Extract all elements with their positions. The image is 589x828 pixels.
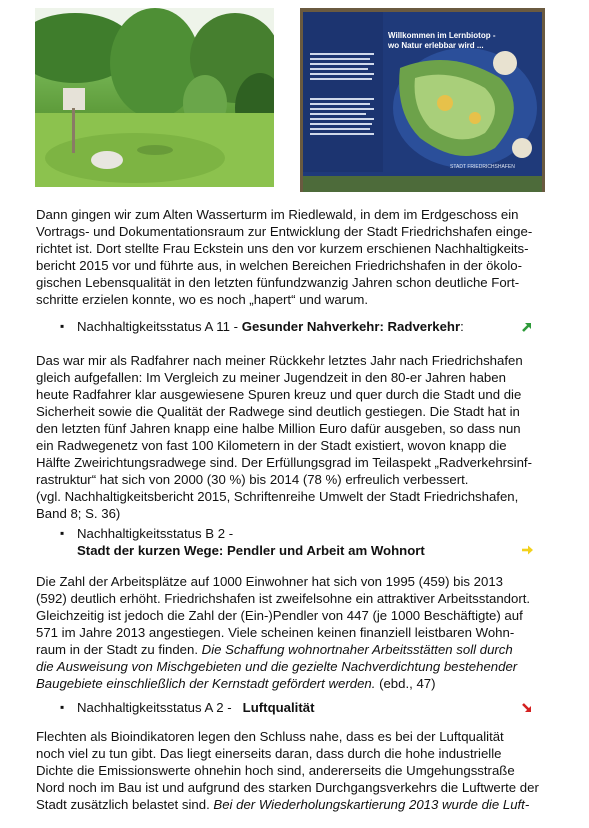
text-line: schritte erzielen konnte, wo es noch „hapert“ und warum. xyxy=(36,292,369,307)
status-prefix: Nachhaltigkeitsstatus B 2 - xyxy=(77,526,234,541)
text-line: Hälfte Zweirichtungsradwege sind. Der Erfüllungsgrad im Teilaspekt „Radverkehrsinf- xyxy=(36,455,532,470)
text-line: gleich aufgefallen: Im Vergleich zu meiner Jugendzeit in den 80-er Jahren haben xyxy=(36,370,506,385)
status-label xyxy=(77,699,314,716)
trend-up-arrow-icon xyxy=(520,320,534,334)
info-sign-photo xyxy=(300,8,545,192)
text-line: Band 8; S. 36) xyxy=(36,506,121,521)
text-line: Dichte die Emissionswerte ohnehin hoch sind, andererseits die Umgehungsstraße xyxy=(36,763,515,778)
garden-photo xyxy=(35,8,274,187)
status-prefix: Nachhaltigkeitsstatus A 11 - xyxy=(77,319,242,334)
status-title: Stadt der kurzen Wege: Pendler und Arbeit am Wohnort xyxy=(77,543,425,558)
text-line: den letzten fünf Jahren knapp eine halbe Million Euro dafür ausgeben, so dass nun xyxy=(36,421,521,436)
sign-title-line-1: Willkommen im Lernbiotop - xyxy=(388,31,496,40)
text-line: bericht 2015 vor und führte aus, in welchen Bereichen Friedrichshafen in der ökolo- xyxy=(36,258,523,273)
info-sign-illustration xyxy=(300,8,545,192)
text-line: Vortrags- und Dokumentationsraum zur Entwicklung der Stadt Friedrichshafen einge- xyxy=(36,224,533,239)
text-line: Nord noch im Bau ist und aufgrund des starken Durchgangsverkehrs die Luftwerte der xyxy=(36,780,539,795)
text-line: Die Zahl der Arbeitsplätze auf 1000 Einwohner hat sich von 1995 (459) bis 2013 xyxy=(36,574,503,589)
paragraph-intro xyxy=(36,206,556,308)
text-line xyxy=(36,675,556,692)
text-italic: Bei der Wiederholungskartierung 2013 wurde die Luft- xyxy=(213,797,530,812)
status-label xyxy=(77,318,464,335)
text-line: ein Radwegenetz von fast 100 Kilometern in der Stadt existiert, wovon knapp die xyxy=(36,438,507,453)
text-line: (vgl. Nachhaltigkeitsbericht 2015, Schriftenreihe Umwelt der Stadt Friedrichshafen, xyxy=(36,489,519,504)
text-line: die Ausweisung von Mischgebieten und die gezielte Nachverdichtung bestehender xyxy=(36,659,518,674)
text-line: Gleichzeitig ist jedoch die Zahl der (Ein-)Pendler von 447 (je 1000 Beschäftigte) auf xyxy=(36,608,523,623)
trend-down-arrow-icon xyxy=(520,701,534,715)
status-title: Luftqualität xyxy=(242,700,315,715)
text-plain: Stadt zusätzlich belastet sind. xyxy=(36,797,214,812)
status-prefix: Nachhaltigkeitsstatus A 2 - xyxy=(77,700,243,715)
bullet-point: ▪ xyxy=(60,319,65,333)
status-title: Gesunder Nahverkehr: Radverkehr xyxy=(241,319,461,334)
text-italic: Die Schaffung wohnortnaher Arbeitsstätten soll durch xyxy=(201,642,513,657)
paragraph-pendler xyxy=(36,573,556,692)
paragraph-radverkehr xyxy=(36,352,556,522)
text-line: Das war mir als Radfahrer nach meiner Rückkehr letztes Jahr nach Friedrichshafen xyxy=(36,353,523,368)
sign-footer: STADT FRIEDRICHSHAFEN xyxy=(450,164,515,170)
text-line: heute Radfahrer klar ausgewiesene Spuren kreuz und quer durch die Stadt und die xyxy=(36,387,522,402)
garden-photo-illustration xyxy=(35,8,274,187)
text-line: 571 im Jahre 2013 angestiegen. Viele scheinen keinen finanziell leistbaren Wohn- xyxy=(36,625,515,640)
status-suffix: : xyxy=(460,319,464,334)
trend-right-arrow-icon xyxy=(520,543,534,557)
text-italic: Baugebiete einschließlich der Kernstadt gefördert werden. xyxy=(36,676,376,691)
text-plain: (ebd., 47) xyxy=(375,676,436,691)
text-line: noch viel zu tun gibt. Das liegt einerseits daran, dass durch die hohe industrielle xyxy=(36,746,502,761)
paragraph-luftqualitaet xyxy=(36,728,556,813)
bullet-point: ▪ xyxy=(60,526,65,540)
bullet-point: ▪ xyxy=(60,700,65,714)
text-line: rastruktur“ hat sich von 2000 (30 %) bis 2014 (78 %) erfreulich verbessert. xyxy=(36,472,469,487)
text-line: richtet ist. Dort stellte Frau Eckstein uns den vor kurzem erschienen Nachhaltigkeits- xyxy=(36,241,529,256)
text-line: Sicherheit sowie die Qualität der Radwege sind deutlich gestiegen. Die Stadt hat in xyxy=(36,404,520,419)
text-line: (592) deutlich erhöht. Friedrichshafen ist zweifelsohne ein attraktiver Arbeitsstandort. xyxy=(36,591,531,606)
text-line xyxy=(36,641,556,658)
text-line: Dann gingen wir zum Alten Wasserturm im Riedlewald, in dem im Erdgeschoss ein xyxy=(36,207,519,222)
text-line: gischen Lebensqualität in den letzten fünfundzwanzig Jahren schon deutliche Fort- xyxy=(36,275,520,290)
text-line xyxy=(36,796,556,813)
text-plain: raum in der Stadt zu finden. xyxy=(36,642,202,657)
sign-title-line-2: wo Natur erlebbar wird ... xyxy=(388,41,484,50)
text-line: Flechten als Bioindikatoren legen den Schluss nahe, dass es bei der Luftqualität xyxy=(36,729,504,744)
